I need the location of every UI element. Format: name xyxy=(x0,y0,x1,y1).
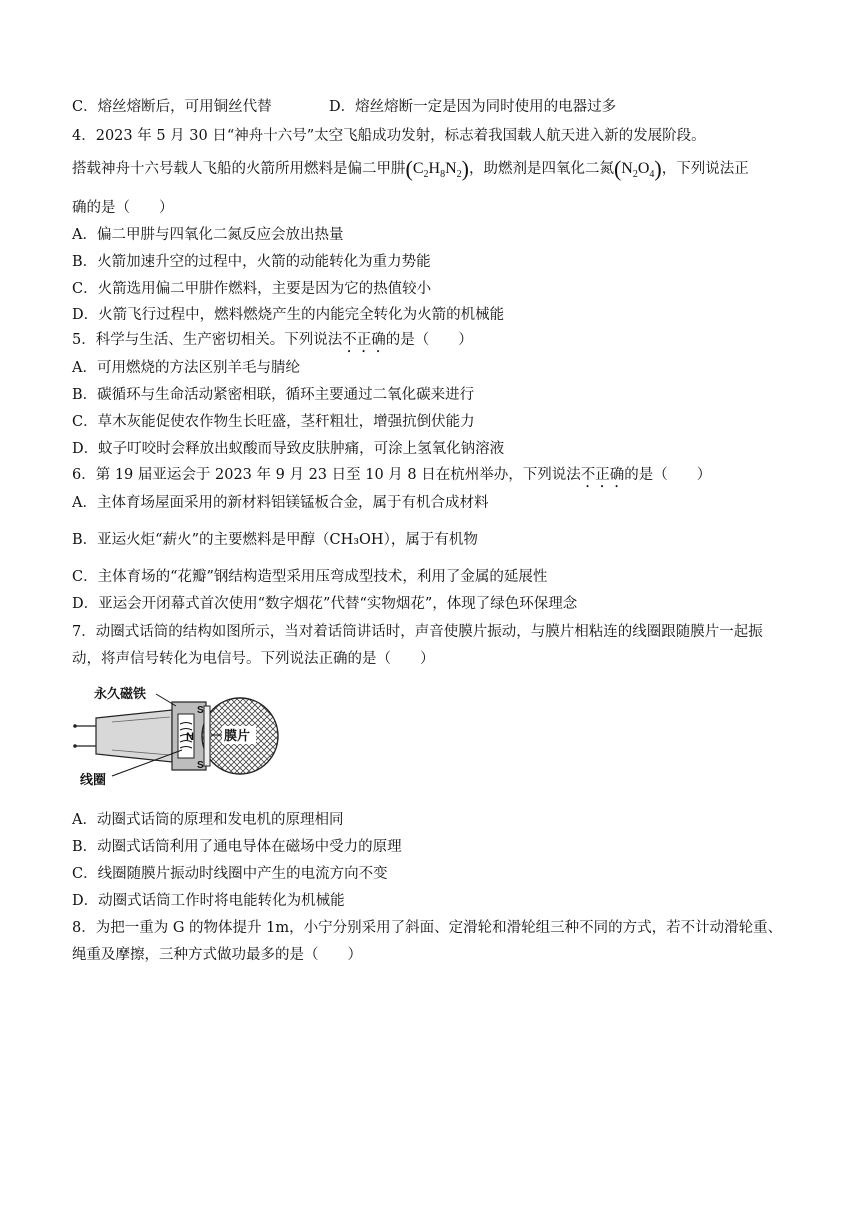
label-coil: 线圈 xyxy=(80,773,107,788)
label-diaphragm: 膜片 xyxy=(224,729,251,744)
q8-stem-line2: 绳重及摩擦，三种方式做功最多的是（ ） xyxy=(72,947,362,963)
q6-stem xyxy=(72,465,711,491)
q6-emphasis: 不正确 xyxy=(580,467,625,483)
q6-option-a: A．主体育场屋面采用的新材料铝镁锰板合金，属于有机合成材料 xyxy=(72,495,489,511)
q6-option-d: D．亚运会开闭幕式首次使用“数字烟花”代替“实物烟花”，体现了绿色环保理念 xyxy=(72,596,578,612)
pole-s-bottom: S xyxy=(197,760,204,771)
q6-stem-text-a: 6．第 19 届亚运会于 2023 年 9 月 23 日至 10 月 8 日在杭州举办，下列说法 xyxy=(72,467,581,483)
paren: ) xyxy=(461,156,469,181)
q4-option-c: C．火箭选用偏二甲肼作燃料，主要是因为它的热值较小 xyxy=(72,281,432,297)
q7-option-a: A．动圈式话筒的原理和发电机的原理相同 xyxy=(72,812,344,828)
q6-stem-text-b: 的是（ ） xyxy=(624,467,712,483)
wire-terminal xyxy=(73,724,77,728)
paren: ) xyxy=(654,156,662,181)
q5-option-d: D．蚊子叮咬时会释放出蚁酸而导致皮肤肿痛，可涂上氢氧化钠溶液 xyxy=(72,441,505,457)
q7-option-b: B．动圈式话筒利用了通电导体在磁场中受力的原理 xyxy=(72,839,402,855)
q6-option-b: B．亚运火炬“薪火”的主要燃料是甲醇（CH₃OH），属于有机物 xyxy=(72,532,478,548)
leader-line xyxy=(156,694,176,706)
dynamic-microphone-diagram xyxy=(72,684,282,790)
q7-stem-line1: 7．动圈式话筒的结构如图所示，当对着话筒讲话时，声音使膜片振动，与膜片相粘连的线圈跟随膜片一起振 xyxy=(72,624,763,640)
q7-option-c: C．线圈随膜片振动时线圈中产生的电流方向不变 xyxy=(72,866,388,882)
wire-terminal xyxy=(73,744,77,748)
formula-n2o4: $N_2O_4$ xyxy=(621,160,655,181)
formula-c2h8n2: $C_2H_8N_2$ xyxy=(412,160,462,181)
q3-option-c: C．熔丝熔断后，可用铜丝代替 xyxy=(72,99,272,115)
q4-stem-line3: 确的是（ ） xyxy=(72,200,174,216)
label-permanent-magnet: 永久磁铁 xyxy=(94,687,147,702)
q7-stem-line2: 动，将声信号转化为电信号。下列说法正确的是（ ） xyxy=(72,651,435,667)
q4-stem-text-b: ，助燃剂是四氧化二氮 xyxy=(468,161,614,177)
q5-option-b: B．碳循环与生命活动紧密相联，循环主要通过二氧化碳来进行 xyxy=(72,387,475,403)
pole-n: N xyxy=(186,731,194,743)
q4-stem-line1: 4．2023 年 5 月 30 日“神舟十六号”太空飞船成功发射，标志着我国载人航天进入新的发展阶段。 xyxy=(72,128,706,144)
q4-option-d: D．火箭飞行过程中，燃料燃烧产生的内能完全转化为火箭的机械能 xyxy=(72,307,505,323)
q3-option-d: D．熔丝熔断一定是因为同时使用的电器过多 xyxy=(329,99,617,115)
paren: ( xyxy=(405,156,413,181)
q4-stem-text-a: 搭载神舟十六号载人飞船的火箭所用燃料是偏二甲肼 xyxy=(72,161,406,177)
q5-stem-text-b: 的是（ ） xyxy=(385,332,473,348)
q8-stem-line1: 8．为把一重为 G 的物体提升 1m，小宁分别采用了斜面、定滑轮和滑轮组三种不同的方式，若不计动滑轮重、 xyxy=(72,920,783,936)
q6-option-c: C．主体育场的“花瓣”钢结构造型采用压弯成型技术，利用了金属的延展性 xyxy=(72,569,548,585)
pole-s-top: S xyxy=(197,705,204,716)
q5-option-c: C．草木灰能促使农作物生长旺盛，茎秆粗壮，增强抗倒伏能力 xyxy=(72,414,475,430)
q4-option-a: A．偏二甲肼与四氧化二氮反应会放出热量 xyxy=(72,227,344,243)
q4-stem-line2 xyxy=(72,156,749,185)
q5-emphasis: 不正确 xyxy=(342,332,386,348)
q4-option-b: B．火箭加速升空的过程中，火箭的动能转化为重力势能 xyxy=(72,254,431,270)
q5-stem-text-a: 5．科学与生活、生产密切相关。下列说法 xyxy=(72,332,343,348)
q5-stem xyxy=(72,330,473,356)
q5-option-a: A．可用燃烧的方法区别羊毛与腈纶 xyxy=(72,360,300,376)
q4-stem-text-c: ，下列说法正 xyxy=(661,161,749,177)
paren: ( xyxy=(613,156,622,181)
diaphragm xyxy=(204,706,210,766)
q7-option-d: D．动圈式话筒工作时将电能转化为机械能 xyxy=(72,893,345,909)
